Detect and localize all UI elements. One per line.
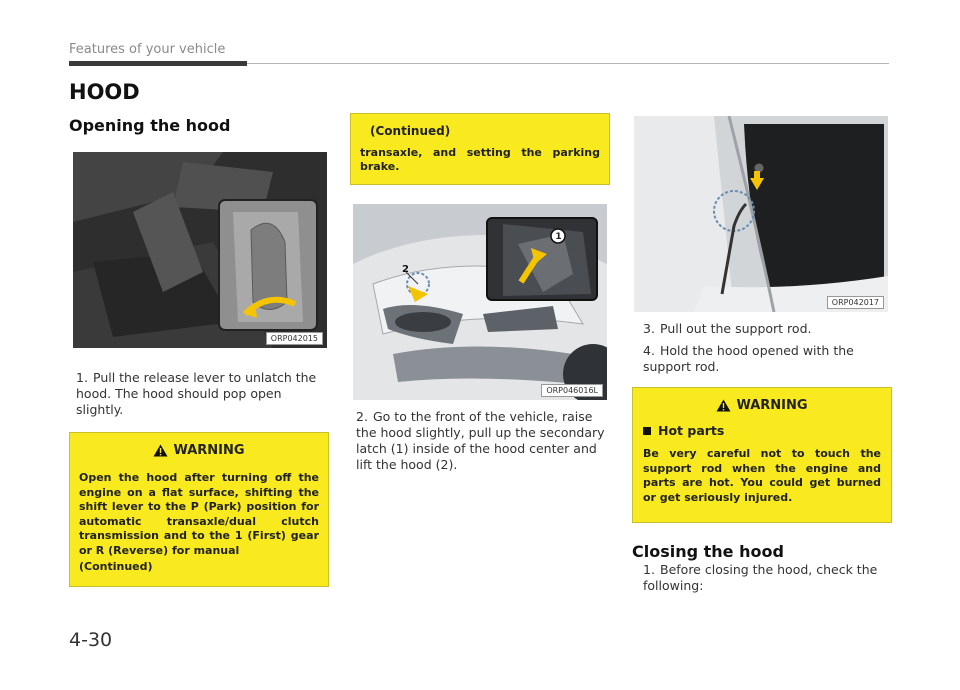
continued-box	[350, 113, 610, 185]
page-number: 4-30	[69, 629, 113, 651]
figure-code-2: ORP046016L	[541, 384, 603, 397]
step-4-text: Hold the hood opened with the support rod.	[643, 343, 854, 374]
step-2-number: 2.	[356, 409, 368, 424]
warning-box-1	[69, 432, 329, 587]
step-1	[76, 370, 326, 418]
warning-1-heading	[79, 443, 319, 458]
warning-2-subheading-row	[643, 423, 881, 438]
step-2	[356, 409, 608, 473]
step-1-text: Pull the release lever to unlatch the hood. The hood should pop open slightly.	[76, 370, 317, 417]
support-rod-figure	[634, 116, 888, 312]
figure-code-1: ORP042015	[266, 332, 323, 345]
continued-label: (Continued)	[370, 124, 451, 138]
front-hood-figure	[353, 204, 607, 400]
front-hood-illustration	[353, 204, 607, 400]
closing-step-1-number: 1.	[643, 562, 655, 577]
closing-step-1-text: Before closing the hood, check the following:	[643, 562, 878, 593]
warning-2-text: Be very careful not to touch the support rod when the engine and parts are hot. You could get burned or get seriously injured.	[643, 447, 881, 504]
continued-text: transaxle, and setting the parking brake.	[360, 145, 600, 173]
header-rule-light	[247, 63, 889, 64]
closing-heading: Closing the hood	[632, 542, 784, 561]
step-4-number: 4.	[643, 343, 655, 358]
figure-code-3: ORP042017	[827, 296, 884, 309]
warning-1-text: Open the hood after turning off the engine on a flat surface, shifting the shift lever to the P (Park) position for automatic transaxle/dual clutch transmission and to the 1 (First) gear or R (Reverse) for manual	[79, 471, 319, 557]
warning-icon	[153, 444, 168, 457]
warning-2-subheading: Hot parts	[658, 423, 725, 438]
opening-heading: Opening the hood	[69, 116, 231, 135]
header-rule-dark	[69, 61, 247, 66]
warning-1-continued: (Continued)	[79, 560, 153, 573]
warning-1-label: WARNING	[173, 443, 245, 458]
closing-step-1	[643, 562, 889, 594]
callout-1: 1	[555, 232, 562, 242]
warning-2-label: WARNING	[736, 398, 808, 413]
square-bullet-icon	[643, 427, 651, 435]
page-title: HOOD	[69, 80, 140, 104]
callout-2: 2	[402, 264, 409, 275]
section-header: Features of your vehicle	[69, 42, 226, 57]
step-3	[643, 321, 888, 337]
warning-2-heading	[643, 398, 881, 413]
hood-release-figure	[73, 152, 327, 348]
warning-icon	[716, 399, 731, 412]
warning-box-2	[632, 387, 892, 523]
step-1-number: 1.	[76, 370, 88, 385]
step-4	[643, 343, 888, 375]
support-rod-illustration	[634, 116, 888, 312]
step-3-text: Pull out the support rod.	[660, 321, 812, 336]
hood-release-illustration	[73, 152, 327, 348]
step-2-text: Go to the front of the vehicle, raise the hood slightly, pull up the secondary latch (1) inside of the hood center and lift the hood (2).	[356, 409, 605, 472]
step-3-number: 3.	[643, 321, 655, 336]
